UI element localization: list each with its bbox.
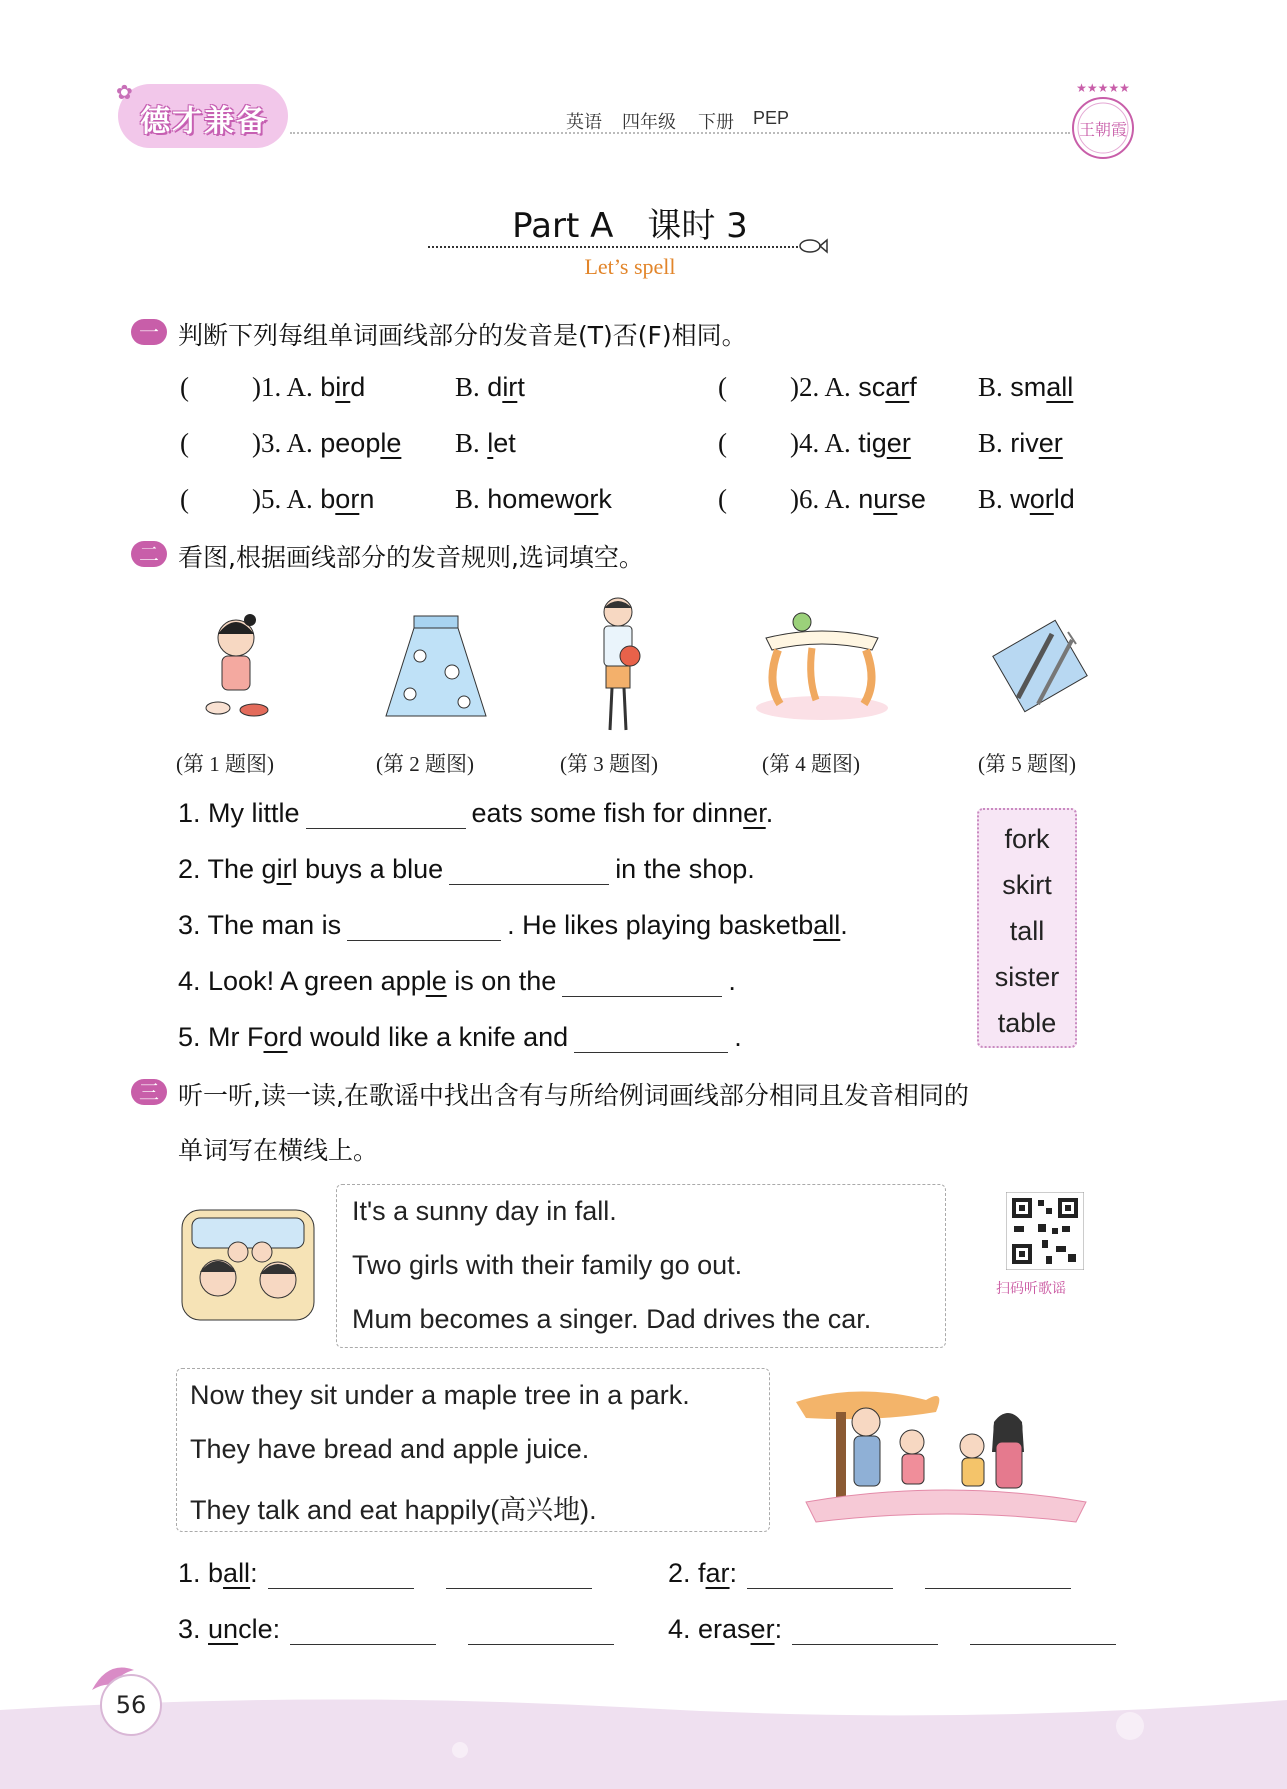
tall-man-illustration (580, 592, 656, 740)
answer-blank[interactable] (446, 1561, 592, 1589)
svg-text:★★★★★: ★★★★★ (1076, 81, 1130, 95)
answer-blank[interactable] (925, 1561, 1071, 1589)
answer-blank[interactable] (268, 1561, 414, 1589)
word-bank-item: fork (1004, 824, 1050, 854)
answer-blank[interactable] (574, 1025, 728, 1053)
section2-badge: 二 (131, 541, 167, 567)
caption-pic-3: (第 3 题图) (560, 752, 658, 776)
page-number: 56 (100, 1674, 162, 1736)
section3-title-line2: 单词写在横线上。 (178, 1136, 379, 1165)
section3-badge: 三 (131, 1079, 167, 1105)
answer-blank[interactable] (449, 857, 609, 885)
page-subtitle: Let’s spell (584, 254, 676, 279)
s3-answer-3: 3. uncle: (178, 1614, 620, 1645)
s2-question-2: 2. The girl buys a blue in the shop. (178, 854, 755, 884)
s2-question-5: 5. Mr Ford would like a knife and . (178, 1022, 742, 1052)
word-bank (977, 808, 1077, 1048)
s1-item-1-b: B. dirt (455, 372, 525, 402)
fish-icon (796, 236, 828, 256)
logo: 德才兼备 (140, 104, 268, 139)
word-bank-item: tall (1009, 916, 1045, 946)
header-volume: 下册 (698, 112, 734, 132)
s1-item-6-b: B. world (978, 484, 1075, 514)
word-bank-item: sister (994, 962, 1060, 992)
rhyme-line: Now they sit under a maple tree in a park. (190, 1380, 690, 1410)
qr-code-icon[interactable] (1006, 1192, 1084, 1270)
skirt-illustration (380, 612, 492, 722)
rhyme-line: It's a sunny day in fall. (352, 1196, 617, 1226)
caption-pic-1: (第 1 题图) (176, 752, 274, 776)
rhyme-line: They talk and eat happily(高兴地). (190, 1495, 597, 1525)
answer-blank[interactable] (747, 1561, 893, 1589)
s2-question-1: 1. My little eats some fish for dinner. (178, 798, 774, 828)
footer-wave (0, 1690, 1287, 1789)
s1-item-6-a: )6. A. nurse (790, 484, 926, 514)
rhyme-line: Two girls with their family go out. (352, 1250, 743, 1280)
family-car-illustration (178, 1206, 318, 1326)
s2-question-3: 3. The man is . He likes playing basketball. (178, 910, 848, 940)
answer-paren[interactable]: ( (718, 484, 727, 514)
s3-answer-4: 4. eraser: (668, 1614, 1122, 1645)
s3-answer-1: 1. ball: (178, 1558, 598, 1589)
answer-blank[interactable] (347, 913, 501, 941)
header-grade: 四年级 (622, 112, 676, 132)
section1-title: 判断下列每组单词画线部分的发音是(T)否(F)相同。 (178, 321, 747, 350)
s1-item-4-a: )4. A. tiger (790, 428, 911, 458)
rhyme-line: They have bread and apple juice. (190, 1434, 590, 1464)
answer-paren[interactable]: ( (180, 428, 189, 458)
word-bank-item: skirt (1002, 870, 1052, 900)
fork-knife-illustration (990, 618, 1090, 714)
answer-blank[interactable] (290, 1617, 436, 1645)
table-illustration (752, 608, 892, 724)
s2-question-4: 4. Look! A green apple is on the . (178, 966, 736, 996)
s1-item-5-b: B. homework (455, 484, 612, 514)
s1-item-3-b: B. let (455, 428, 516, 458)
caption-pic-2: (第 2 题图) (376, 752, 474, 776)
section3-title-line1: 听一听,读一读,在歌谣中找出含有与所给例词画线部分相同且发音相同的 (178, 1081, 969, 1110)
palm-icon: ✿ (116, 80, 133, 104)
answer-paren[interactable]: ( (180, 372, 189, 402)
answer-blank[interactable] (562, 969, 722, 997)
family-picnic-illustration (796, 1382, 1092, 1526)
author-seal-icon (1066, 80, 1140, 164)
header-edition: PEP (753, 108, 790, 128)
s1-item-2-a: )2. A. scarf (790, 372, 917, 402)
answer-paren[interactable]: ( (718, 428, 727, 458)
header-divider (290, 132, 1070, 134)
qr-caption: 扫码听歌谣 (996, 1281, 1066, 1297)
answer-blank[interactable] (468, 1617, 614, 1645)
word-bank-item: table (997, 1008, 1057, 1038)
s1-item-4-b: B. river (978, 428, 1063, 458)
s1-item-3-a: )3. A. people (252, 428, 402, 458)
rhyme-line: Mum becomes a singer. Dad drives the car. (352, 1304, 872, 1334)
page-title: Part A 课时 3 (512, 206, 748, 246)
girl-cooking-illustration (196, 610, 276, 720)
title-divider (428, 246, 798, 248)
answer-blank[interactable] (970, 1617, 1116, 1645)
seal-text: 王朝霞 (1078, 120, 1128, 139)
section2-title: 看图,根据画线部分的发音规则,选词填空。 (178, 543, 644, 572)
caption-pic-4: (第 4 题图) (762, 752, 860, 776)
s1-item-2-b: B. small (978, 372, 1074, 402)
s1-item-5-a: )5. A. born (252, 484, 375, 514)
header-subject: 英语 (566, 112, 602, 132)
caption-pic-5: (第 5 题图) (978, 752, 1076, 776)
s1-item-1-a: )1. A. bird (252, 372, 366, 402)
answer-blank[interactable] (306, 801, 466, 829)
answer-paren[interactable]: ( (718, 372, 727, 402)
s3-answer-2: 2. far: (668, 1558, 1077, 1589)
section1-badge: 一 (131, 319, 167, 345)
answer-paren[interactable]: ( (180, 484, 189, 514)
answer-blank[interactable] (792, 1617, 938, 1645)
